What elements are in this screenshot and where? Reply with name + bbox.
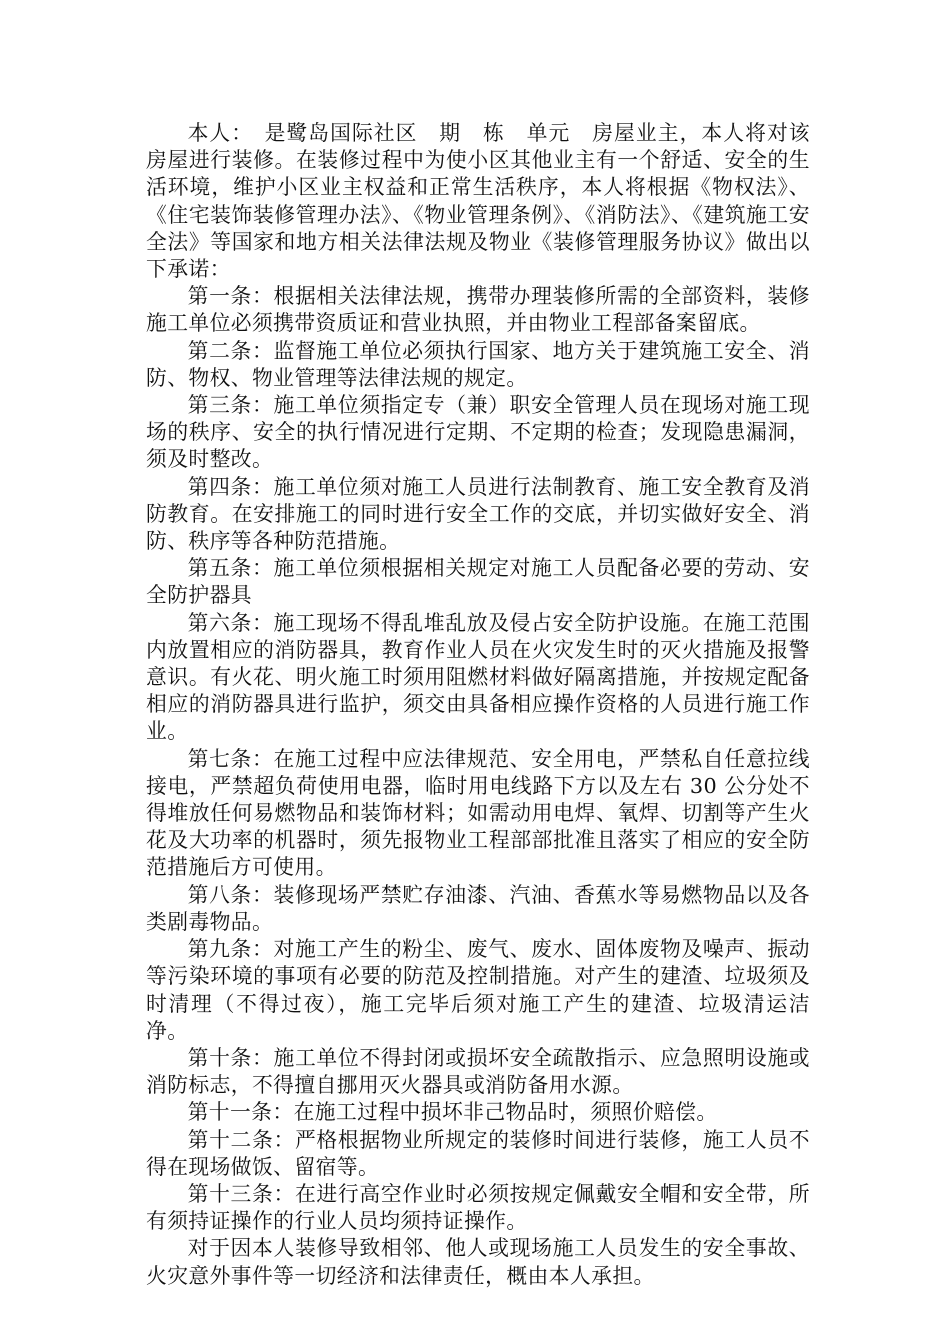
article-13: 第十三条：在进行高空作业时必须按规定佩戴安全帽和安全带，所有须持证操作的行业人员均须持证操作。 [146, 1181, 810, 1234]
liability-statement: 对于因本人装修导致相邻、他人或现场施工人员发生的安全事故、火灾意外事件等一切经济和法律责任，概由本人承担。 [146, 1236, 810, 1288]
article-2: 第二条：监督施工单位必须执行国家、地方关于建筑施工安全、消防、物权、物业管理等法律法规的规定。 [146, 338, 810, 390]
article-9: 第九条：对施工产生的粉尘、废气、废水、固体废物及噪声、振动等污染环境的事项有必要的防范及控制措施。对产生的建渣、垃圾须及时清理（不得过夜），施工完毕后须对施工产生的建渣、垃圾清运洁净。 [146, 937, 810, 1043]
article-7: 第七条：在施工过程中应法律规范、安全用电，严禁私自任意拉线接电，严禁超负荷使用电器，临时用电线路下方以及左右 30 公分处不得堆放任何易燃物品和装饰材料；如需动用电焊、氧焊、切割等产生火花及大功率的机器时，须先报物业工程部部批准且落实了相应的安全防范措施后方可使用。 [146, 746, 810, 880]
document-body [146, 120, 810, 1290]
article-5: 第五条：施工单位须根据相关规定对施工人员配备必要的劳动、安全防护器具 [146, 556, 810, 608]
article-3: 第三条：施工单位须指定专（兼）职安全管理人员在现场对施工现场的秩序、安全的执行情况进行定期、不定期的检查；发现隐患漏洞，须及时整改。 [146, 393, 810, 472]
article-4: 第四条：施工单位须对施工人员进行法制教育、施工安全教育及消防教育。在安排施工的同时进行安全工作的交底，并切实做好安全、消防、秩序等各种防范措施。 [146, 474, 810, 554]
article-6: 第六条：施工现场不得乱堆乱放及侵占安全防护设施。在施工范围内放置相应的消防器具，教育作业人员在火灾发生时的灭火措施及报警意识。有火花、明火施工时须用阻燃材料做好隔离措施，并按规定配备相应的消防器具进行监护，须交由具备相应操作资格的人员进行施工作业。 [146, 610, 810, 744]
article-10: 第十条：施工单位不得封闭或损坏安全疏散指示、应急照明设施或消防标志，不得擅自挪用灭火器具或消防备用水源。 [146, 1045, 810, 1098]
article-1: 第一条：根据相关法律法规，携带办理装修所需的全部资料，装修施工单位必须携带资质证和营业执照，并由物业工程部备案留底。 [146, 284, 810, 336]
article-12: 第十二条：严格根据物业所规定的装修时间进行装修，施工人员不得在现场做饭、留宿等。 [146, 1127, 810, 1179]
article-11: 第十一条：在施工过程中损坏非己物品时，须照价赔偿。 [187, 1100, 718, 1125]
intro-paragraph: 本人： 是鹭岛国际社区 期 栋 单元 房屋业主，本人将对该房屋进行装修。在装修过程中为使小区其他业主有一个舒适、安全的生活环境，维护小区业主权益和正常生活秩序，本人将根据《物权法》、《住宅装饰装修管理办法》、《物业管理条例》、《消防法》、《建筑施工安全法》等国家和地方相关法律法规及物业《装修管理服务协议》做出以下承诺： [146, 121, 810, 282]
article-8: 第八条：装修现场严禁贮存油漆、汽油、香蕉水等易燃物品以及各类剧毒物品。 [146, 882, 810, 934]
